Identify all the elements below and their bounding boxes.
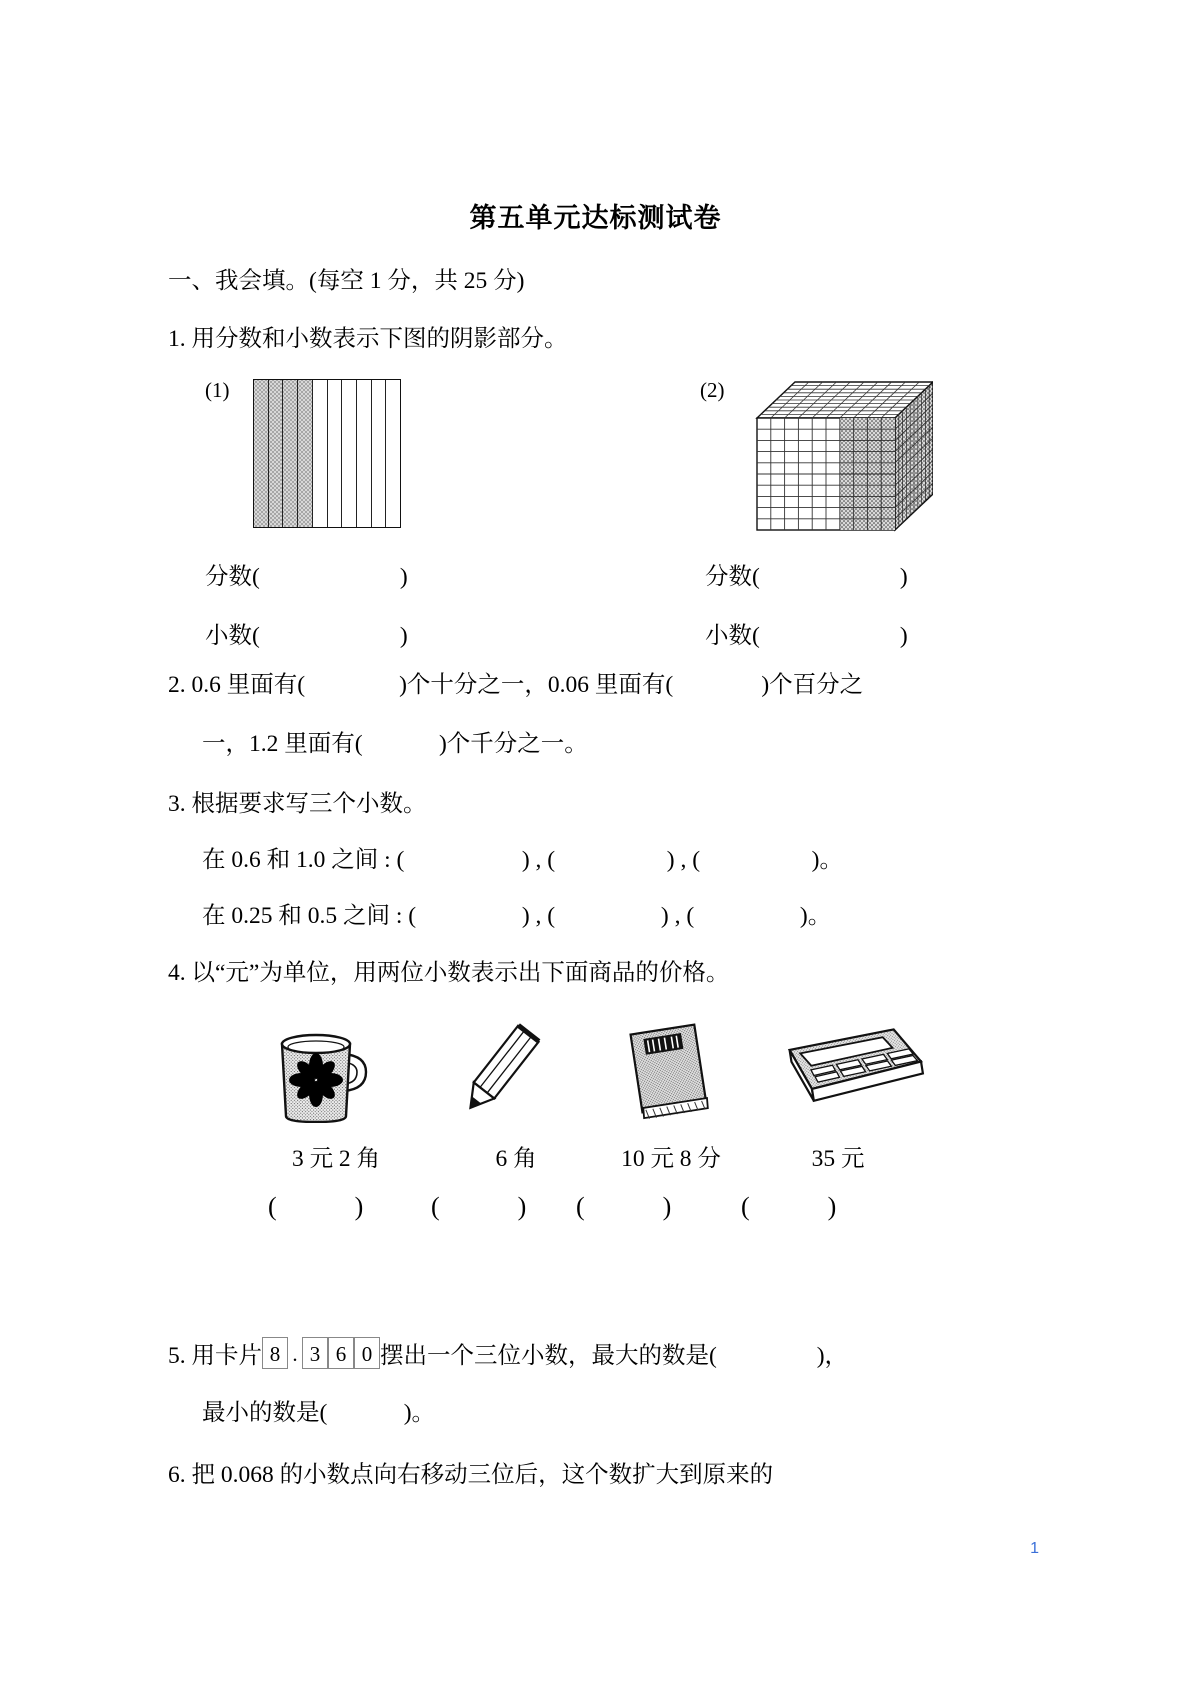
question-3-line-1[interactable]: 在 0.6 和 1.0 之间 : ( ) , ( ) , ( )。 — [202, 847, 843, 873]
question-5-line-1 — [168, 1336, 848, 1370]
mug-icon — [260, 1018, 380, 1128]
question-1-heading: 1. 用分数和小数表示下图的阴影部分。 — [168, 326, 568, 352]
answer-blank-2[interactable]: ( ) — [576, 1192, 672, 1221]
question-6-line-1: 6. 把 0.068 的小数点向右移动三位后，这个数扩大到原来的 — [168, 1462, 774, 1488]
question-4-price-row — [168, 1139, 1048, 1172]
figure-1-decimal-label: 小数( — [205, 623, 260, 649]
figure-1-fraction-close: ) — [399, 564, 408, 590]
figure-2-cube — [747, 372, 933, 538]
question-2-line-2[interactable]: 一，1.2 里面有( )个千分之一。 — [202, 731, 588, 757]
figure-1-column-4 — [313, 380, 328, 527]
figure-1-column-9 — [386, 380, 400, 527]
figure-2-fraction-close: ) — [899, 564, 908, 590]
question-4-answer-row — [168, 1192, 1048, 1232]
question-2-line-1[interactable]: 2. 0.6 里面有( )个十分之一，0.06 里面有( )个百分之 — [168, 672, 864, 698]
figure-1-column-3 — [298, 380, 313, 527]
page-title: 第五单元达标测试卷 — [469, 203, 722, 234]
digit-card-3[interactable]: 6 — [328, 1337, 354, 1369]
price-label-2: 10 元 8 分 — [621, 1146, 721, 1172]
figure-1-column-7 — [357, 380, 372, 527]
section-heading: 一、我会填。(每空 1 分，共 25 分) — [168, 268, 525, 294]
cube-svg — [747, 372, 933, 538]
digit-card-2[interactable]: 3 — [302, 1337, 328, 1369]
question-5-lead: 5. 用卡片 — [168, 1343, 262, 1369]
figure-1-decimal-close: ) — [399, 623, 408, 649]
figure-2-decimal-close: ) — [899, 623, 908, 649]
figure-2-decimal-blank[interactable] — [705, 616, 908, 650]
figure-1-fraction-label: 分数( — [205, 564, 260, 590]
price-label-1: 6 角 — [495, 1146, 537, 1172]
figure-1-fraction-blank[interactable] — [205, 557, 408, 591]
figure-2-decimal-label: 小数( — [705, 623, 760, 649]
question-4-goods-row — [230, 1018, 950, 1128]
figure-2-fraction-label: 分数( — [705, 564, 760, 590]
figure-2-fraction-blank[interactable] — [705, 557, 908, 591]
question-3-heading: 3. 根据要求写三个小数。 — [168, 791, 427, 817]
notebook-icon — [612, 1018, 737, 1128]
answer-blank-1[interactable]: ( ) — [431, 1192, 527, 1221]
answer-blank-0[interactable]: ( ) — [268, 1192, 364, 1221]
figure-1-column-0 — [254, 380, 269, 527]
figure-1-column-strip — [253, 379, 401, 528]
figure-1-column-1 — [269, 380, 284, 527]
figure-1-decimal-blank[interactable] — [205, 616, 408, 650]
digit-card-4[interactable]: 0 — [354, 1337, 380, 1369]
page-number: 1 — [1030, 1540, 1039, 1557]
question-5-tail[interactable]: 摆出一个三位小数，最大的数是( )， — [380, 1343, 849, 1369]
figure-2-tag: (2) — [700, 378, 725, 402]
question-5-line-2[interactable]: 最小的数是( )。 — [202, 1400, 436, 1426]
price-label-3: 35 元 — [811, 1146, 865, 1172]
figure-1-column-6 — [342, 380, 357, 527]
digit-card-0[interactable]: 8 — [262, 1337, 288, 1369]
pencil-icon — [445, 1018, 555, 1128]
price-label-0: 3 元 2 角 — [291, 1146, 381, 1172]
figure-1-tag: (1) — [205, 378, 230, 402]
calculator-icon — [780, 1018, 930, 1128]
question-3-line-2[interactable]: 在 0.25 和 0.5 之间 : ( ) , ( ) , ( )。 — [202, 903, 832, 929]
figure-1-column-2 — [283, 380, 298, 527]
answer-blank-3[interactable]: ( ) — [741, 1192, 837, 1221]
question-4-heading: 4. 以“元”为单位，用两位小数表示出下面商品的价格。 — [168, 960, 730, 986]
figure-1-column-8 — [372, 380, 387, 527]
digit-card-1[interactable]: . — [292, 1342, 298, 1366]
figure-1-column-5 — [328, 380, 343, 527]
